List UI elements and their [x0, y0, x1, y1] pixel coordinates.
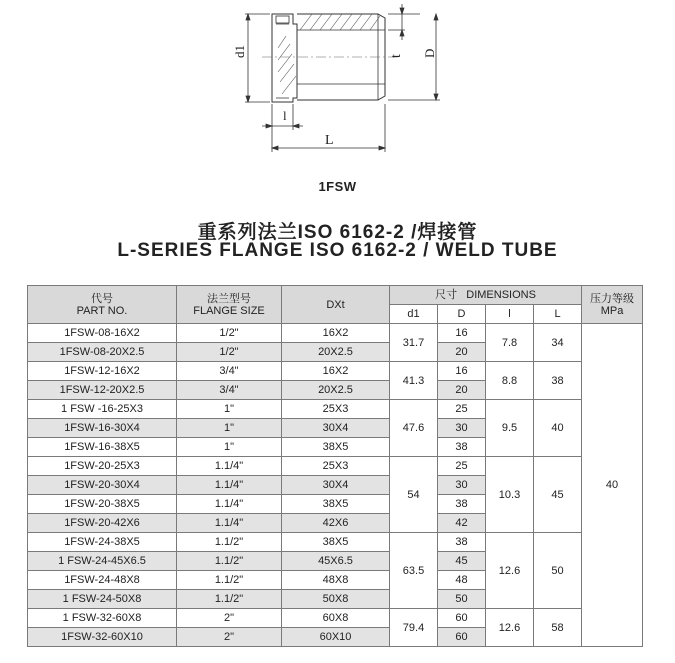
cell-dxt: 20X2.5 — [282, 381, 390, 400]
dimensions-table — [27, 285, 643, 647]
cell-part-no: 1FSW-20-38X5 — [28, 495, 177, 514]
table-row — [28, 400, 643, 419]
cell-flange-size: 1.1/2" — [177, 533, 282, 552]
flange-outline — [272, 14, 297, 102]
label-d1: d1 — [232, 45, 247, 58]
cell-D: 38 — [438, 533, 486, 552]
table-body — [28, 324, 643, 647]
cell-flange-size: 1.1/4" — [177, 514, 282, 533]
cell-part-no: 1 FSW-32-60X8 — [28, 609, 177, 628]
cell-flange-size: 1.1/4" — [177, 476, 282, 495]
cell-dxt: 60X8 — [282, 609, 390, 628]
cell-part-no: 1FSW-08-16X2 — [28, 324, 177, 343]
cell-D: 20 — [438, 343, 486, 362]
cell-dxt: 25X3 — [282, 457, 390, 476]
table-row — [28, 609, 643, 628]
table-row — [28, 457, 643, 476]
cell-part-no: 1FSW-16-38X5 — [28, 438, 177, 457]
title-english: L-SERIES FLANGE ISO 6162-2 / WELD TUBE — [117, 240, 558, 261]
product-code: 1FSW — [318, 179, 357, 194]
cell-dxt: 42X6 — [282, 514, 390, 533]
cell-part-no: 1FSW-20-30X4 — [28, 476, 177, 495]
cell-D: 16 — [438, 324, 486, 343]
table-row — [28, 324, 643, 343]
cell-l: 9.5 — [486, 400, 534, 457]
cell-d1: 31.7 — [390, 324, 438, 362]
cell-part-no: 1 FSW-24-50X8 — [28, 590, 177, 609]
cell-part-no: 1FSW-08-20X2.5 — [28, 343, 177, 362]
cell-l: 8.8 — [486, 362, 534, 400]
cell-flange-size: 1" — [177, 419, 282, 438]
cell-D: 16 — [438, 362, 486, 381]
cell-D: 25 — [438, 457, 486, 476]
label-L: L — [325, 133, 334, 148]
cell-part-no: 1FSW-12-20X2.5 — [28, 381, 177, 400]
cell-part-no: 1FSW-24-48X8 — [28, 571, 177, 590]
cell-D: 60 — [438, 609, 486, 628]
cell-dxt: 30X4 — [282, 476, 390, 495]
cell-D: 45 — [438, 552, 486, 571]
cell-dxt: 30X4 — [282, 419, 390, 438]
cell-dxt: 20X2.5 — [282, 343, 390, 362]
cell-part-no: 1FSW-12-16X2 — [28, 362, 177, 381]
cell-part-no: 1 FSW-24-45X6.5 — [28, 552, 177, 571]
cell-L: 38 — [534, 362, 582, 400]
cell-D: 25 — [438, 400, 486, 419]
header-l: l — [486, 305, 534, 324]
cell-L: 50 — [534, 533, 582, 609]
cell-flange-size: 3/4" — [177, 362, 282, 381]
header-dxt: DXt — [282, 286, 390, 324]
cell-part-no: 1FSW-20-25X3 — [28, 457, 177, 476]
header-part-no: 代号 PART NO. — [28, 286, 177, 324]
cell-l: 12.6 — [486, 533, 534, 609]
title-chinese: 重系列法兰ISO 6162-2 /焊接管 — [197, 222, 478, 243]
header-L: L — [534, 305, 582, 324]
cell-l: 12.6 — [486, 609, 534, 647]
cell-D: 20 — [438, 381, 486, 400]
cell-flange-size: 1" — [177, 438, 282, 457]
cell-pressure: 40 — [582, 324, 643, 647]
table-row — [28, 362, 643, 381]
cell-D: 50 — [438, 590, 486, 609]
cell-D: 38 — [438, 438, 486, 457]
cell-d1: 47.6 — [390, 400, 438, 457]
header-pressure: 压力等级 MPa — [582, 286, 643, 324]
cell-dxt: 50X8 — [282, 590, 390, 609]
cell-flange-size: 1.1/2" — [177, 552, 282, 571]
cell-D: 42 — [438, 514, 486, 533]
cell-flange-size: 1/2" — [177, 324, 282, 343]
cell-dxt: 45X6.5 — [282, 552, 390, 571]
cell-dxt: 38X5 — [282, 438, 390, 457]
cell-dxt: 16X2 — [282, 362, 390, 381]
label-t: t — [389, 54, 404, 58]
cell-dxt: 25X3 — [282, 400, 390, 419]
cell-dxt: 38X5 — [282, 495, 390, 514]
cell-L: 58 — [534, 609, 582, 647]
cell-flange-size: 2" — [177, 628, 282, 647]
cell-dxt: 38X5 — [282, 533, 390, 552]
cell-part-no: 1FSW-16-30X4 — [28, 419, 177, 438]
header-flange-size: 法兰型号 FLANGE SIZE — [177, 286, 282, 324]
cell-L: 45 — [534, 457, 582, 533]
cell-flange-size: 3/4" — [177, 381, 282, 400]
cell-flange-size: 1/2" — [177, 343, 282, 362]
cell-dxt: 16X2 — [282, 324, 390, 343]
cell-d1: 41.3 — [390, 362, 438, 400]
header-D: D — [438, 305, 486, 324]
cell-part-no: 1 FSW -16-25X3 — [28, 400, 177, 419]
label-D: D — [422, 48, 437, 58]
header-d1: d1 — [390, 305, 438, 324]
cell-flange-size: 1.1/2" — [177, 590, 282, 609]
header-dimensions: 尺寸 DIMENSIONS — [390, 286, 582, 305]
cell-L: 40 — [534, 400, 582, 457]
cell-D: 38 — [438, 495, 486, 514]
cell-l: 7.8 — [486, 324, 534, 362]
cell-part-no: 1FSW-20-42X6 — [28, 514, 177, 533]
cell-part-no: 1FSW-32-60X10 — [28, 628, 177, 647]
cell-flange-size: 2" — [177, 609, 282, 628]
cell-flange-size: 1.1/4" — [177, 495, 282, 514]
cell-flange-size: 1.1/2" — [177, 571, 282, 590]
cell-D: 30 — [438, 419, 486, 438]
table-row — [28, 533, 643, 552]
label-l: l — [283, 108, 287, 123]
cell-d1: 54 — [390, 457, 438, 533]
cell-D: 30 — [438, 476, 486, 495]
cell-L: 34 — [534, 324, 582, 362]
cell-flange-size: 1" — [177, 400, 282, 419]
cell-dxt: 48X8 — [282, 571, 390, 590]
cell-D: 60 — [438, 628, 486, 647]
cell-D: 48 — [438, 571, 486, 590]
weld-tube-drawing — [0, 0, 675, 170]
cell-part-no: 1FSW-24-38X5 — [28, 533, 177, 552]
cell-flange-size: 1.1/4" — [177, 457, 282, 476]
cell-dxt: 60X10 — [282, 628, 390, 647]
cell-d1: 63.5 — [390, 533, 438, 609]
cell-d1: 79.4 — [390, 609, 438, 647]
cell-l: 10.3 — [486, 457, 534, 533]
